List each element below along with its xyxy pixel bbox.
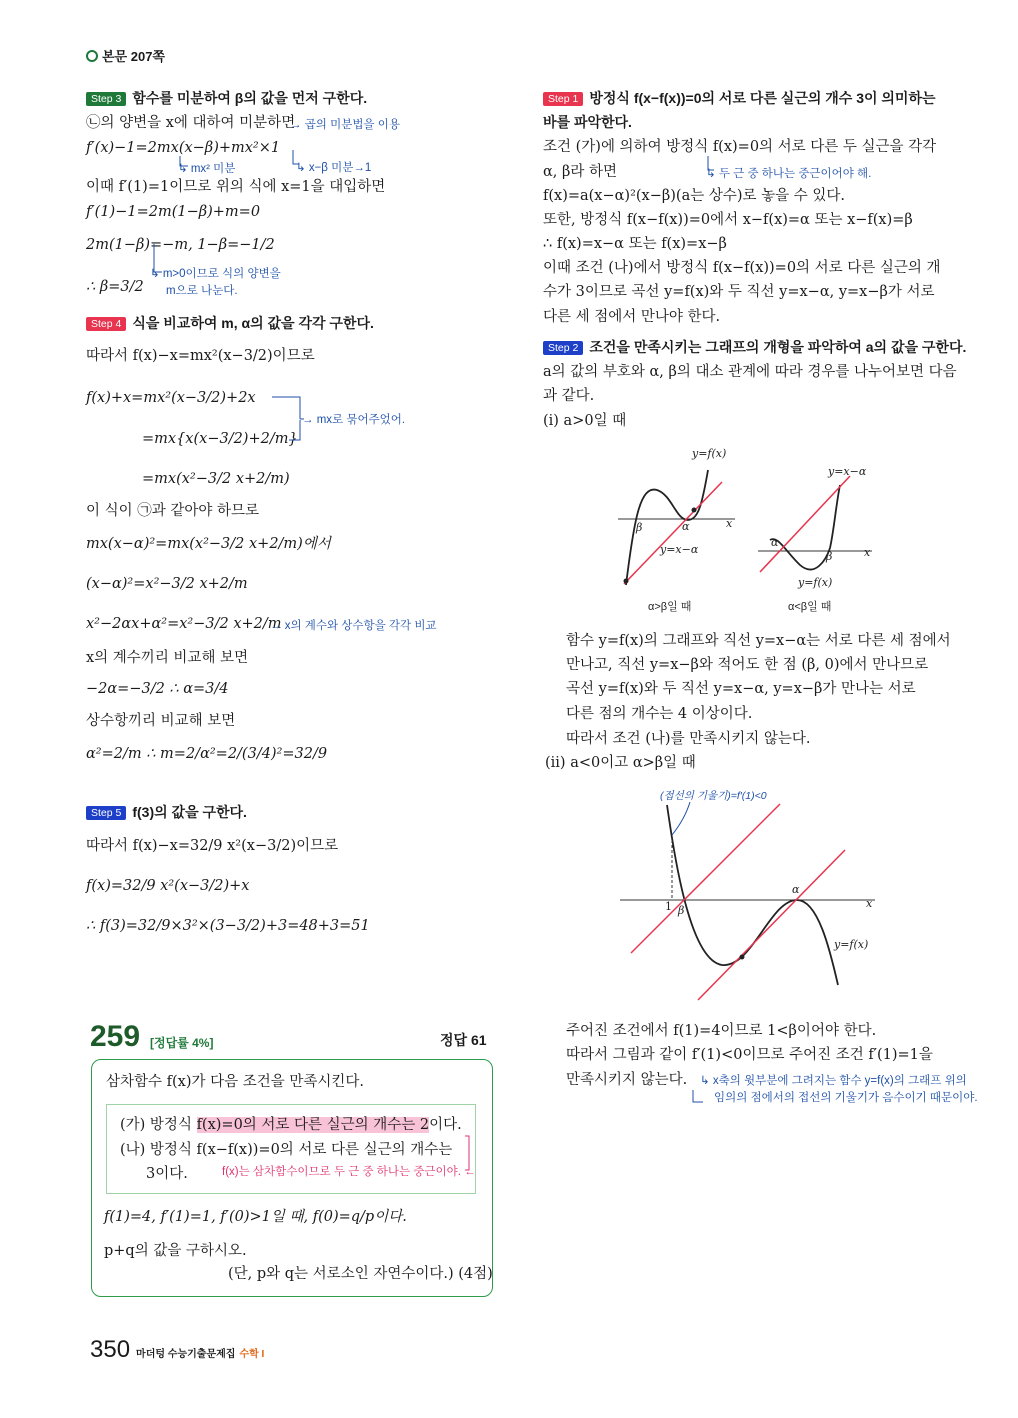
solution-line: f(x)+x=mx²(x−3/2)+2x [86, 390, 256, 406]
solution-line: 따라서 조건 (나)를 만족시키지 않는다. [566, 731, 811, 747]
graph-alpha-lt-beta [758, 465, 872, 613]
step-badge: Step 2 [543, 341, 583, 355]
solution-line: ㉡의 양변을 x에 대하여 미분하면 [86, 115, 296, 131]
curve-label: y=f(x) [798, 576, 833, 589]
annotation: → 곱의 미분법을 이용 [290, 119, 400, 131]
solution-line: 이때 f′(1)=1이므로 위의 식에 x=1을 대입하면 [86, 179, 386, 195]
solution-line: ∴ β=3/2 [86, 279, 144, 295]
annotation: ↳ x축의 윗부분에 그려지는 함수 y=f(x)의 그래프 위의 [700, 1075, 967, 1087]
correct-rate: [정답률 4%] [150, 1036, 214, 1050]
condition-b-cont: 3이다. [146, 1166, 188, 1182]
solution-line: (x−α)²=x²−3/2 x+2/m [86, 576, 248, 592]
graph-caption: α<β일 때 [788, 601, 832, 613]
line-label: y=x−α [828, 465, 867, 478]
solution-line: 상수항끼리 비교해 보면 [86, 713, 236, 729]
solution-line: 만족시키지 않는다. [566, 1072, 688, 1088]
solution-line: 다른 세 점에서 만나야 한다. [543, 309, 721, 325]
solution-line: =mx{x(x−3/2)+2/m} [142, 431, 298, 447]
problem-number: 259 [90, 1020, 141, 1053]
annotation: ↳ x−β 미분→1 [296, 162, 372, 174]
solution-line: ∴ f(3)=32/9×3²×(3−3/2)+3=48+3=51 [86, 918, 370, 934]
solution-line: 주어진 조건에서 f(1)=4이므로 1<β이어야 한다. [566, 1023, 877, 1039]
line-through-beta [631, 804, 780, 953]
solution-line: α²=2/m ∴ m=2/α²=2/(3/4)²=32/9 [86, 746, 328, 762]
step-badge: Step 1 [543, 92, 583, 106]
annotation: f(x)는 삼차함수이므로 두 근 중 하나는 중근이야. ← [222, 1166, 476, 1178]
solution-line: f(x)=32/9 x²(x−3/2)+x [86, 878, 250, 894]
solution-line: 2m(1−β)=−m, 1−β=−1/2 [86, 237, 275, 253]
solution-line: x²−2αx+α²=x²−3/2 x+2/m [86, 616, 282, 632]
solution-line: 이 식이 ㉠과 같아야 하므로 [86, 503, 260, 519]
curve-label: y=f(x) [834, 938, 869, 951]
solution-line: 곡선 y=f(x)와 두 직선 y=x−α, y=x−β가 만나는 서로 [566, 681, 916, 697]
solution-line: 과 같다. [543, 388, 595, 404]
step-title: 조건을 만족시키는 그래프의 개형을 파악하여 a의 값을 구한다. [589, 339, 967, 355]
annotation: ↳ mx² 미분 [178, 163, 236, 175]
line-label: y=x−α [660, 543, 699, 556]
problem-intro: 삼차함수 f(x)가 다음 조건을 만족시킨다. [106, 1074, 365, 1090]
solution-line: a의 값의 부호와 α, β의 대소 관계에 따라 경우를 나누어보면 다음 [543, 364, 957, 380]
solution-line: 함수 y=f(x)의 그래프와 직선 y=x−α는 서로 다른 세 점에서 [566, 633, 951, 649]
tangent-note: (접선의 기울기)=f′(1)<0 [660, 790, 767, 802]
solution-line: −2α=−3/2 ∴ α=3/4 [86, 681, 229, 697]
solution-line: 따라서 f(x)−x=mx²(x−3/2)이므로 [86, 348, 315, 364]
beta-label: β [636, 521, 643, 534]
x-label: x [866, 897, 873, 910]
step-title: 방정식 f(x−f(x))=0의 서로 다른 실근의 개수 3이 의미하는 [589, 90, 936, 106]
solution-line: (i) a>0일 때 [543, 413, 627, 429]
alpha-label: α [682, 520, 690, 533]
solution-line: f′(x)−1=2mx(x−β)+mx²×1 [86, 140, 281, 156]
solution-line: f(x)=a(x−α)²(x−β)(a는 상수)로 놓을 수 있다. [543, 188, 845, 204]
solution-line: α, β라 하면 [543, 164, 618, 180]
annotation: → x의 계수와 상수항을 각각 비교 [270, 620, 437, 632]
solution-line: (ii) a<0이고 α>β일 때 [545, 755, 696, 771]
solution-line: mx(x−α)²=mx(x²−3/2 x+2/m)에서 [86, 536, 331, 552]
solution-line: ∴ f(x)=x−α 또는 f(x)=x−β [543, 236, 727, 252]
tangent-line-alpha [698, 850, 845, 1000]
problem-question: p+q의 값을 구하시오. [104, 1243, 247, 1259]
annotation: ↳ 두 근 중 하나는 중근이어야 해. [706, 168, 872, 180]
one-label: 1 [665, 900, 672, 913]
step-badge: Step 4 [86, 317, 126, 331]
curve-label: y=f(x) [692, 447, 727, 460]
condition-b: (나) 방정식 f(x−f(x))=0의 서로 다른 실근의 개수는 [120, 1142, 453, 1158]
step-title: 식을 비교하여 m, α의 값을 각각 구한다. [132, 315, 374, 331]
solution-line: f′(1)−1=2m(1−β)+m=0 [86, 204, 261, 220]
page-footer [90, 1336, 264, 1364]
step-title: f(3)의 값을 구한다. [132, 804, 247, 820]
page-number: 350 [90, 1336, 131, 1363]
problem-condition: (단, p와 q는 서로소인 자연수이다.) (4점) [228, 1266, 493, 1282]
solution-line: 또한, 방정식 f(x−f(x))=0에서 x−f(x)=α 또는 x−f(x)=β [543, 212, 913, 228]
solution-line: x의 계수끼리 비교해 보면 [86, 650, 249, 666]
solution-line: 조건 (가)에 의하여 방정식 f(x)=0의 서로 다른 두 실근을 각각 [543, 139, 937, 155]
beta-label: β [826, 550, 833, 563]
answer-label: 정답 61 [440, 1032, 487, 1048]
x-label: x [864, 546, 871, 559]
beta-label: β [678, 904, 685, 917]
step-title: 함수를 미분하여 β의 값을 먼저 구한다. [132, 90, 368, 106]
x-label: x [726, 517, 733, 530]
reference-label: 본문 207쪽 [102, 49, 165, 64]
line-x-minus-alpha [760, 476, 850, 572]
annotation: m으로 나눈다. [166, 285, 238, 297]
solution-line: 이때 조건 (나)에서 방정식 f(x−f(x))=0의 서로 다른 실근의 개 [543, 260, 941, 276]
pointer-line [672, 802, 690, 835]
book-title: 마더텅 수능기출문제집 [136, 1349, 236, 1360]
step-badge: Step 3 [86, 92, 126, 106]
step-badge: Step 5 [86, 806, 126, 820]
solution-line: 만나고, 직선 y=x−β와 적어도 한 점 (β, 0)에서 만나므로 [566, 657, 929, 673]
solution-line: 다른 점의 개수는 4 이상이다. [566, 706, 753, 722]
alpha-label: α [792, 883, 800, 896]
solution-line: =mx(x²−3/2 x+2/m) [142, 471, 290, 487]
subject-label: 수학 I [239, 1349, 265, 1360]
graph-caption: α>β일 때 [648, 601, 692, 613]
solution-line: 따라서 f(x)−x=32/9 x²(x−3/2)이므로 [86, 838, 339, 854]
annotation: → mx로 묶어주었어. [302, 414, 406, 426]
condition-suffix: 이다. [429, 1117, 462, 1133]
graph-case-ii [620, 790, 875, 1000]
alpha-label: α [771, 536, 779, 549]
annotation: ↳ m>0이므로 식의 양변을 [150, 268, 281, 280]
highlighted-text: f(x)=0의 서로 다른 실근의 개수는 2 [196, 1117, 430, 1133]
problem-given: f(1)=4, f′(1)=1, f′(0)>1일 때, f(0)=q/p이다. [104, 1209, 407, 1225]
graph-alpha-gt-beta [618, 447, 735, 613]
solution-line: 수가 3이므로 곡선 y=f(x)와 두 직선 y=x−α, y=x−β가 서로 [543, 284, 935, 300]
solution-line: 따라서 그림과 같이 f′(1)<0이므로 주어진 조건 f′(1)=1을 [566, 1047, 933, 1063]
condition-prefix: (가) 방정식 [120, 1117, 197, 1133]
step-title-cont: 바를 파악한다. [543, 114, 632, 130]
annotation: 임의의 점에서의 접선의 기울기가 음수이기 때문이야. [714, 1092, 978, 1104]
